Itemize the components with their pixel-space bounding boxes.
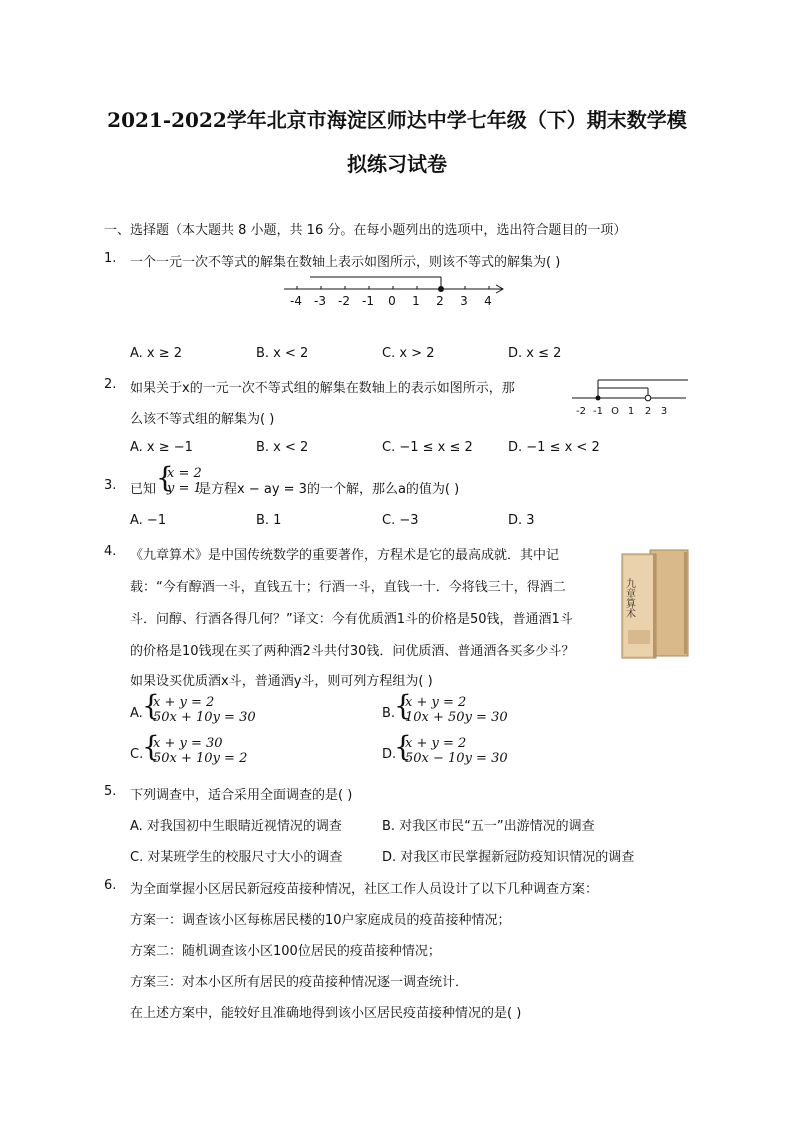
q2-number-line [568, 374, 692, 420]
q1-axis-label: 2 [436, 294, 444, 308]
q4-option-b-eq2: 10x + 50y = 30 [405, 710, 508, 725]
q3-system-line2: y = 1 [167, 481, 202, 496]
q6-plan-1: 方案一：调查该小区每栋居民楼的10户家庭成员的疫苗接种情况； [130, 913, 511, 928]
q3-system-line1: x = 2 [167, 466, 202, 481]
q1-text: 一个一元一次不等式的解集在数轴上表示如图所示，则该不等式的解集为( ) [130, 255, 561, 270]
q1-axis-label: 1 [412, 294, 420, 308]
q1-axis-label: -2 [338, 294, 350, 308]
book-image [620, 548, 690, 660]
q1-number: 1. [104, 251, 117, 266]
q3-option-a[interactable]: A. −1 [130, 513, 167, 528]
q3-text-pre: 已知 [130, 482, 157, 497]
q5-option-b[interactable]: B. 对我区市民“五一”出游情况的调查 [382, 819, 595, 834]
q5-text: 下列调查中，适合采用全面调查的是( ) [130, 788, 353, 803]
q4-text-line3: 斗．问醇、行酒各得几何？”译文：今有优质酒1斗的价格是50钱，普通酒1斗 [130, 612, 573, 627]
q4-text-line5: 如果设买优质酒x斗，普通酒y斗，则可列方程组为( ) [130, 674, 433, 689]
q4-number: 4. [104, 544, 117, 559]
q5-option-d[interactable]: D. 对我区市民掌握新冠防疫知识情况的调查 [382, 850, 635, 865]
q6-number: 6. [104, 878, 117, 893]
q3-number: 3. [104, 478, 117, 493]
q4-option-d-eq2: 50x − 10y = 30 [405, 751, 508, 766]
q2-option-c[interactable]: C. −1 ≤ x ≤ 2 [382, 440, 473, 455]
q1-option-c[interactable]: C. x > 2 [382, 346, 435, 361]
q2-number: 2. [104, 377, 117, 392]
q6-question: 在上述方案中，能较好且准确地得到该小区居民疫苗接种情况的是( ) [130, 1006, 522, 1021]
book-cover-title: 九章算术 [623, 578, 635, 618]
q4-option-d-label[interactable]: D. [382, 747, 397, 762]
q5-number: 5. [104, 784, 117, 799]
q4-option-a-eq1: x + y = 2 [153, 695, 215, 710]
q2-axis-label: 2 [644, 406, 652, 417]
q4-option-c-label[interactable]: C. [130, 747, 144, 762]
section-heading: 一、选择题（本大题共 8 小题，共 16 分。在每小题列出的选项中，选出符合题目的一项） [104, 223, 627, 238]
q2-option-a[interactable]: A. x ≥ −1 [130, 440, 193, 455]
q1-axis-label: -1 [362, 294, 374, 308]
q4-text-line4: 的价格是10钱现在买了两种酒2斗共付30钱．问优质酒、普通酒各买多少斗？ [130, 644, 575, 659]
q4-option-c-brace: { [142, 730, 160, 763]
q6-text: 为全面掌握小区居民新冠疫苗接种情况，社区工作人员设计了以下几种调查方案： [130, 882, 599, 897]
q4-option-a-brace: { [142, 689, 160, 722]
q1-option-a[interactable]: A. x ≥ 2 [130, 346, 183, 361]
q1-axis-label: -4 [290, 294, 302, 308]
q4-text-line2: 载：“今有醇酒一斗，直钱五十；行酒一斗，直钱一十．今将钱三十，得酒二 [130, 580, 566, 595]
q1-option-d[interactable]: D. x ≤ 2 [508, 346, 562, 361]
q4-option-c-eq2: 50x + 10y = 2 [153, 751, 248, 766]
q3-text-post: 是方程x − ay = 3的一个解，那么a的值为( ) [198, 482, 460, 497]
q3-brace: { [156, 461, 174, 494]
q3-option-d[interactable]: D. 3 [508, 513, 535, 528]
q1-axis-label: 4 [484, 294, 492, 308]
q3-option-c[interactable]: C. −3 [382, 513, 419, 528]
q4-option-a-eq2: 50x + 10y = 30 [153, 710, 256, 725]
q2-text-line2: 么该不等式组的解集为( ) [130, 412, 275, 427]
q4-option-d-brace: { [394, 730, 412, 763]
q2-option-d[interactable]: D. −1 ≤ x < 2 [508, 440, 600, 455]
q1-axis-label: 0 [388, 294, 396, 308]
q2-axis-label: 3 [660, 406, 668, 417]
q4-option-c-eq1: x + y = 30 [153, 736, 223, 751]
q6-plan-2: 方案二：随机调查该小区100位居民的疫苗接种情况； [130, 944, 441, 959]
q4-option-b-eq1: x + y = 2 [405, 695, 467, 710]
q2-axis-label: -1 [593, 406, 603, 417]
q1-option-b[interactable]: B. x < 2 [256, 346, 309, 361]
q4-option-a-label[interactable]: A. [130, 706, 143, 721]
q2-option-b[interactable]: B. x < 2 [256, 440, 309, 455]
q6-plan-3: 方案三：对本小区所有居民的疫苗接种情况逐一调查统计． [130, 975, 469, 990]
q3-option-b[interactable]: B. 1 [256, 513, 282, 528]
q5-option-c[interactable]: C. 对某班学生的校服尺寸大小的调查 [130, 850, 343, 865]
exam-title-line1: 2021-2022学年北京市海淀区师达中学七年级（下）期末数学模 [107, 108, 687, 132]
q4-option-b-brace: { [394, 689, 412, 722]
q4-option-b-label[interactable]: B. [382, 706, 396, 721]
q1-axis-label: 3 [460, 294, 468, 308]
q2-axis-label: -2 [576, 406, 586, 417]
q2-text-line1: 如果关于x的一元一次不等式组的解集在数轴上的表示如图所示，那 [130, 381, 515, 396]
exam-title-line2: 拟练习试卷 [347, 152, 447, 176]
q1-number-line [280, 268, 510, 312]
q4-option-d-eq1: x + y = 2 [405, 736, 467, 751]
q1-axis-label: -3 [314, 294, 326, 308]
q2-axis-label: O [611, 406, 619, 417]
q4-text-line1: 《九章算术》是中国传统数学的重要著作，方程术是它的最高成就．其中记 [130, 548, 560, 563]
q5-option-a[interactable]: A. 对我国初中生眼睛近视情况的调查 [130, 819, 342, 834]
q2-axis-label: 1 [627, 406, 635, 417]
